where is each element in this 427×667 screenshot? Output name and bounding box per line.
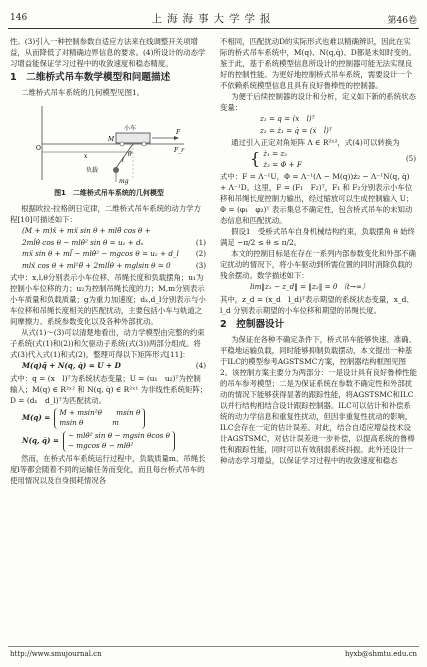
equation-1a: (M + m)ẍ + mẍ sin θ + mlθ̈ cos θ + [22,226,151,235]
N-matrix: N(q, q̇) = − mlθ̇² sin θ − mgsin θcos θ − mgcos θ − mlθ̇² [10,431,208,452]
state-variable-1: z₁ = q = (x l)ᵀ [260,114,315,123]
mass-M-label: M [108,136,115,143]
variables-paragraph: 式中：x,l,θ分别表示小车位移、吊绳长度和负载摆角；u₁为控制小车位移的力；u₂为控制吊绳长度的力；M,m分别表示小车质量和负载质量；g为重力加速度；dₓ,d_l分别表示与小车位移和吊绳长度相关的匹配扰动，主要包括小车与轨道之间摩擦力、系统参数变化以及各种外部扰动。 [10,273,206,326]
equation-3: mlẍ cos θ + ml²θ̈ + 2mll̇θ̇ + mglsin θ = 0 (3) [22,260,206,270]
footer [10,650,417,658]
wheel [142,142,146,146]
load [113,167,119,173]
right-column [220,36,418,466]
origin-label: O [36,145,41,152]
load-label: 负载 [86,167,99,174]
friction-label: F_r [174,147,185,154]
gravity-label: mg [119,178,129,185]
eq5-explanation: 式中：F = Λ⁻¹U，Φ = Λ⁻¹(Λ − M(q))ż₂ − Λ⁻¹N(q, q̇) + Λ⁻¹D。这里，F = (F₁ F₂)ᵀ，F₁ 和 F₂分别表示小车位移和吊绳长度控制力输出，经过缩放可以生成控制输入 U；Φ = (φ₁ φ₂)ᵀ 表示集总不确定性，包含桥式吊车的未知动态信息和匹配扰动。 [220,172,414,225]
journal-website[interactable]: http://www.smujournal.cn [10,650,102,658]
desired-state-paragraph: 其中，z_d = (x_d l_d)ᵀ表示期望的系统状态变量，x_d、l_d 分别表示期望的小车位移和期望的吊绳长度。 [220,294,414,315]
trolley-label: 小车 [124,125,137,132]
section-2-heading: 2 控制器设计 [220,318,285,330]
x-label: x [84,153,88,160]
figure-1-caption: 图1 二维桥式吊车系统的几何模型 [54,189,164,197]
uncertainty-paragraph: 不相同，匹配扰动D的实际形式也难以精确辨识，因此在实际的桥式吊车系统中，M(q)、N(q,q̇)、D都是未知时变的。鉴于此，基于系统模型信息所设计的控制器可能无法实现良好的控制性能。为更好地控制桥式吊车系统，需要设计一个不依赖系统模型信息且具有良好鲁棒性的控制器。 [220,37,416,90]
transform-paragraph: 通过引入正定对角矩阵 Λ ∈ R²ˣ²，式(4)可以转换为 [231,138,400,147]
wheel [120,142,124,146]
angle-label: θ [128,151,132,158]
crane-diagram [24,100,194,186]
assumption-1: 假设1 受桥式吊车自身机械结构约束，负载摆角 θ 始终满足 −π/2 ≤ θ ≤ π/2。 [220,227,415,247]
limit-equation: lim‖z₁ − z_d‖ = ‖z₂‖ = 0 （t→∞） [250,282,370,291]
eq4-explanation: 式中：q = (x l)ᵀ为系统状态变量；U = (u₁ u₂)ᵀ为控制输入；M(q) ∈ R²ˣ² 和 N(q, q̇) ∈ R²ˣ¹ 为非线性系统矩阵；D = (dₓ d_l)ᵀ为匹配扰动。 [10,373,208,405]
section-1-heading: 1 二维桥式吊车数学模型和问题描述 [10,72,171,83]
state-variable-2: z₂ = ż₁ = q̇ = (ẋ l̇)ᵀ [260,125,332,135]
equation-4: M(q)q̈ + N(q, q̇) = U + D (4) [22,361,206,370]
intro-paragraph: 性。(3)引入一种控制参数自适应方法来在线调整开关项增益，从而降低了对精确边界信息的要求。(4)所设计的动态学习增益能保证学习过程中的收敛速度和稳态精度。 [10,37,206,68]
left-column [10,36,208,486]
journal-email[interactable]: hyxb@shmtu.edu.cn [345,650,417,658]
equation-2: mẍ sin θ + ml̈ − mlθ̇² − mgcos θ = u₂ + d_l (2) [22,249,206,258]
closing-paragraph: 然而，在桥式吊车系统运行过程中，负载质量m、吊绳长度l等都会随着不同的运输任务而变化，而且每台桥式吊车的使用情况以及自身损耗情况各 [10,453,206,485]
objective-paragraph: 本文的控制目标是在存在一系列内部参数变化和外部不确定扰动的情况下，将小车驱动到所需位置的同时消除负载的残余摆动。数学描述如下： [220,249,416,280]
length-label: l [122,157,124,164]
state-definition-intro: 为便于后续控制器的设计和分析，定义如下新的系统状态变量： [220,92,416,112]
trolley [116,133,150,143]
force-label: F [176,129,181,136]
footer-rule [8,646,419,647]
equation-5: { ż₁ = z₂ ż₂ = Φ + F (5) [250,149,416,169]
dynamics-intro: 根据欧拉-拉格朗日定律，二维桥式吊车系统的动力学方程[10]可描述如下： [10,204,201,224]
M-matrix: M(q) = M + msin²θ msin θ msin θ m [10,408,208,429]
page-number: 146 [10,13,28,23]
volume-label: 第46卷 [387,16,417,26]
journal-title: 上海海事大学学报 [151,13,276,25]
force-arrowhead [174,136,179,140]
figure-reference: 二维桥式吊车系统的几何模型见图1。 [21,88,145,97]
controller-design-paragraph: 为保证在各种不确定条件下，桥式吊车能够快速、准确、平稳地运输负载，同时能够抑制负载摆动，本文提出一种基于ILC的模型参考AGSTSMC方案，控制器结构框图见图2。该控制方案主要分为两部分：一是设计具有良好鲁棒性能的吊车参考模型；二是为保证系统在参数不确定性和外部扰动的情况下能够获得显著的跟踪性能，将AGSTSMC和ILC以并行结构相结合设计跟踪控制器。ILC可以估计和补偿系统的动力学信息和重复性扰动，但因非重复性扰动的影响，ILC会存在一定的估计误差。对此，结合自适应增益技术设计AGSTSMC，对估计误差进一步补偿，以提高系统的鲁棒性和跟踪性能，同时可以有效削弱系统抖振。此外还设计一种动态学习增益，以保证学习过程中的收敛速度和稳态 [220,334,417,465]
equation-1b: 2ml̇θ̇ cos θ − mlθ̇² sin θ = u₁ + dₓ (1) [22,237,206,247]
matrix-intro: 从式(1)～(3)可以清楚地看出，动力学模型由完整的约束子系统(式(1)和(2))和欠驱动子系统(式(3))两部分组成。将式(3)代入式(1)和式(2)，整理可得以下矩阵形式[11]： [10,328,205,359]
header-rule [8,28,419,29]
